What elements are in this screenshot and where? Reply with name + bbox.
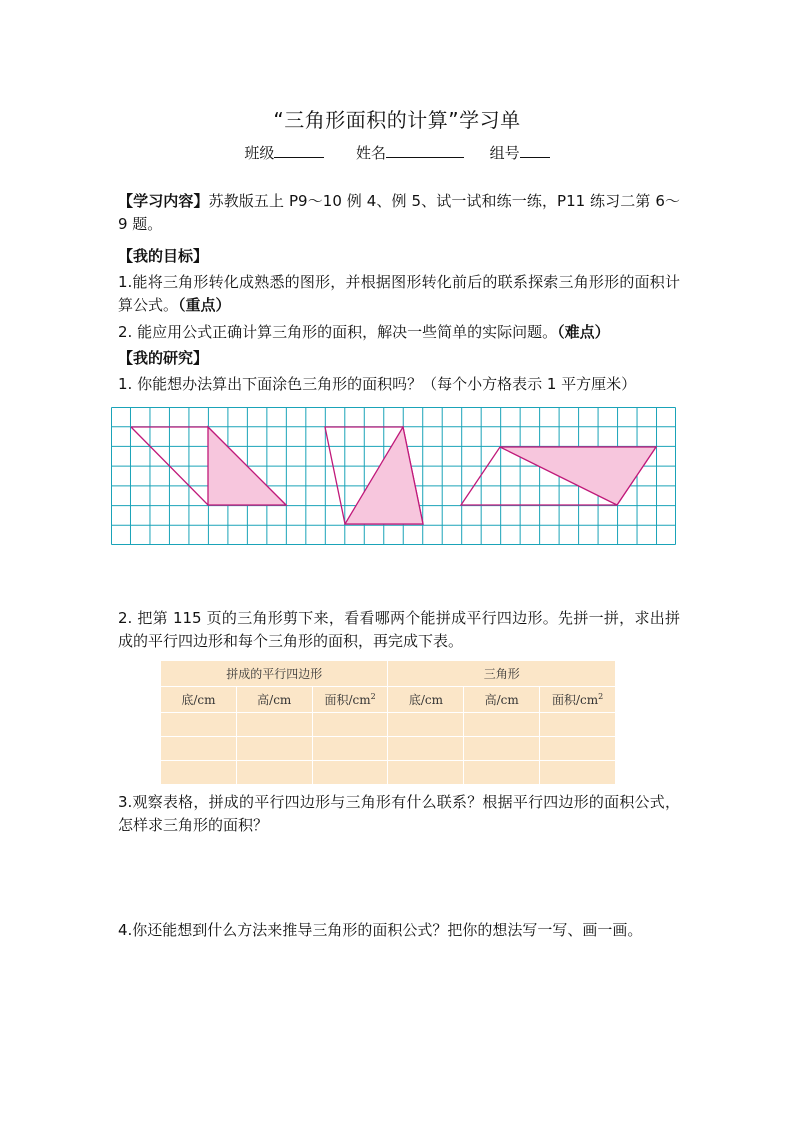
name-label: 姓名 [355,144,386,162]
table-cell[interactable] [312,737,388,761]
goal-2 [118,321,680,344]
group-blank[interactable] [520,143,550,158]
group-label: 组号 [489,144,520,162]
table-cell[interactable] [540,761,616,785]
col-base: 底/cm [388,687,464,713]
research-heading: 【我的研究】 [118,349,209,367]
study-content [118,190,680,236]
goal-1-tag: （重点） [178,296,231,314]
question-4: 4.你还能想到什么方法来推导三角形的面积公式？把你的想法写一写、画一画。 [118,921,643,939]
study-content-text: 苏教版五上 P9～10 例 4、例 5、试一试和练一练，P11 练习二第 6～9 题。 [118,192,680,233]
table-cell[interactable] [388,737,464,761]
table-cell[interactable] [464,713,540,737]
class-blank[interactable] [274,143,324,158]
table-row [161,713,616,737]
table-cell[interactable] [540,713,616,737]
question-1: 1. 你能想办法算出下面涂色三角形的面积吗？（每个小方格表示 1 平方厘米） [118,375,637,393]
col-height: 高/cm [464,687,540,713]
goal-1-text: 1.能将三角形转化成熟悉的图形，并根据图形转化前后的联系探索三角形形的面积计算公式。 [118,273,680,314]
table-cell[interactable] [161,737,237,761]
goals-heading: 【我的目标】 [118,247,209,265]
goal-2-text: 2. 能应用公式正确计算三角形的面积，解决一些简单的实际问题。 [118,323,558,341]
col-area: 面积$/cm^2$ [540,687,616,713]
goal-1 [118,271,680,317]
table-cell[interactable] [236,761,312,785]
study-content-label: 【学习内容】 [118,192,209,210]
shaded-triangle-3 [500,447,656,505]
name-blank[interactable] [386,143,464,158]
grid-figure [111,407,676,545]
table-cell[interactable] [312,761,388,785]
table-cell[interactable] [464,737,540,761]
results-table [160,660,616,785]
class-label: 班级 [244,144,275,162]
table-group-parallelogram: 拼成的平行四边形 [161,661,388,687]
table-cell[interactable] [388,713,464,737]
col-height: 高/cm [236,687,312,713]
table-cell[interactable] [161,761,237,785]
table-cell[interactable] [540,737,616,761]
student-info-line [0,142,794,163]
table-group-triangle: 三角形 [388,661,616,687]
goal-2-tag: （难点） [557,323,610,341]
col-area: 面积$/cm^2$ [312,687,388,713]
page-title: “三角形面积的计算”学习单 [273,108,521,132]
table-cell[interactable] [236,737,312,761]
table-cell[interactable] [236,713,312,737]
table-cell[interactable] [464,761,540,785]
table-row [161,737,616,761]
question-3: 3.观察表格，拼成的平行四边形与三角形有什么联系？根据平行四边形的面积公式，怎样求三角形的面积？ [118,793,680,834]
table-cell[interactable] [312,713,388,737]
col-base: 底/cm [161,687,237,713]
question-2: 2. 把第 115 页的三角形剪下来，看看哪两个能拼成平行四边形。先拼一拼，求出拼成的平行四边形和每个三角形的面积，再完成下表。 [118,609,680,650]
table-cell[interactable] [161,713,237,737]
table-cell[interactable] [388,761,464,785]
table-row [161,761,616,785]
